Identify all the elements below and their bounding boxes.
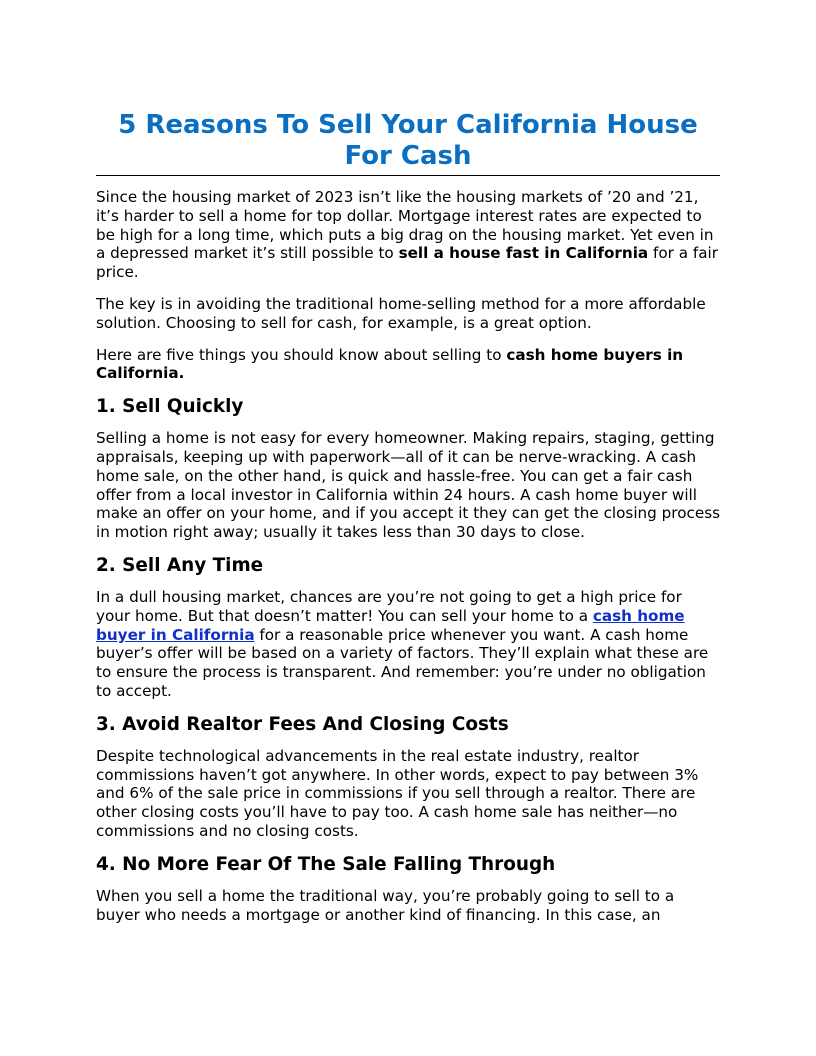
section-paragraph-2-text: In a dull housing market, chances are you’re not going to get a high price for your home. But that doesn’t matter! You can sell your home to a — [96, 587, 682, 625]
document-page — [96, 110, 720, 924]
section-heading-3: 3. Avoid Realtor Fees And Closing Costs — [96, 713, 509, 735]
intro-paragraph-1-text: Since the housing market of 2023 isn’t like the housing markets of ’20 and ’21, it’s harder to sell a home for top dollar. Mortgage interest rates are expected to be high for a long time, which puts a big drag on the housing market. Yet even in a depressed market it’s still possible to — [96, 188, 714, 263]
section-paragraph-2-tail: for a reasonable price whenever you want. A cash home buyer’s offer will be based on a variety of factors. They’ll explain what these are to ensure the process is transparent. And remember: you’re under no obligation to accept. — [96, 625, 709, 700]
section-heading-1: 1. Sell Quickly — [96, 396, 244, 418]
section-paragraph-3: Despite technological advancements in the real estate industry, realtor commissions haven’t got anywhere. In other words, expect to pay between 3% and 6% of the sale price in commissions if you sell through a realtor. There are other closing costs you’ll have to pay too. A cash home sale has neither—no commissions and no closing costs. — [96, 746, 699, 840]
intro-paragraph-3 — [96, 346, 720, 384]
page-title: 5 Reasons To Sell Your California House For Cash — [96, 110, 720, 176]
section-paragraph-1: Selling a home is not easy for every homeowner. Making repairs, staging, getting appraisals, keeping up with paperwork—all of it can be nerve-wracking. A cash home sale, on the other hand, is quick and hassle-free. You can get a fair cash offer from a local investor in California within 24 hours. A cash home buyer will make an offer on your home, and if you accept it they can get the closing process in motion right away; usually it takes less than 30 days to close. — [96, 429, 721, 542]
intro-paragraph-1 — [96, 188, 720, 282]
cash-home-buyer-link[interactable]: cash home buyer in California — [96, 606, 685, 644]
section-paragraph-2 — [96, 588, 720, 701]
intro-paragraph-3-text: Here are five things you should know about selling to — [96, 345, 507, 364]
section-paragraph-4: When you sell a home the traditional way, you’re probably going to sell to a buyer who needs a mortgage or another kind of financing. In this case, an — [96, 886, 675, 924]
intro-paragraph-3-bold: cash home buyers in California. — [96, 345, 684, 383]
section-heading-2: 2. Sell Any Time — [96, 554, 264, 576]
intro-paragraph-1-tail: for a fair price. — [96, 244, 718, 282]
section-heading-4: 4. No More Fear Of The Sale Falling Through — [96, 853, 556, 875]
intro-paragraph-2: The key is in avoiding the traditional home-selling method for a more affordable solution. Choosing to sell for cash, for example, is a great option. — [96, 294, 706, 332]
intro-paragraph-1-bold: sell a house fast in California — [398, 244, 649, 263]
